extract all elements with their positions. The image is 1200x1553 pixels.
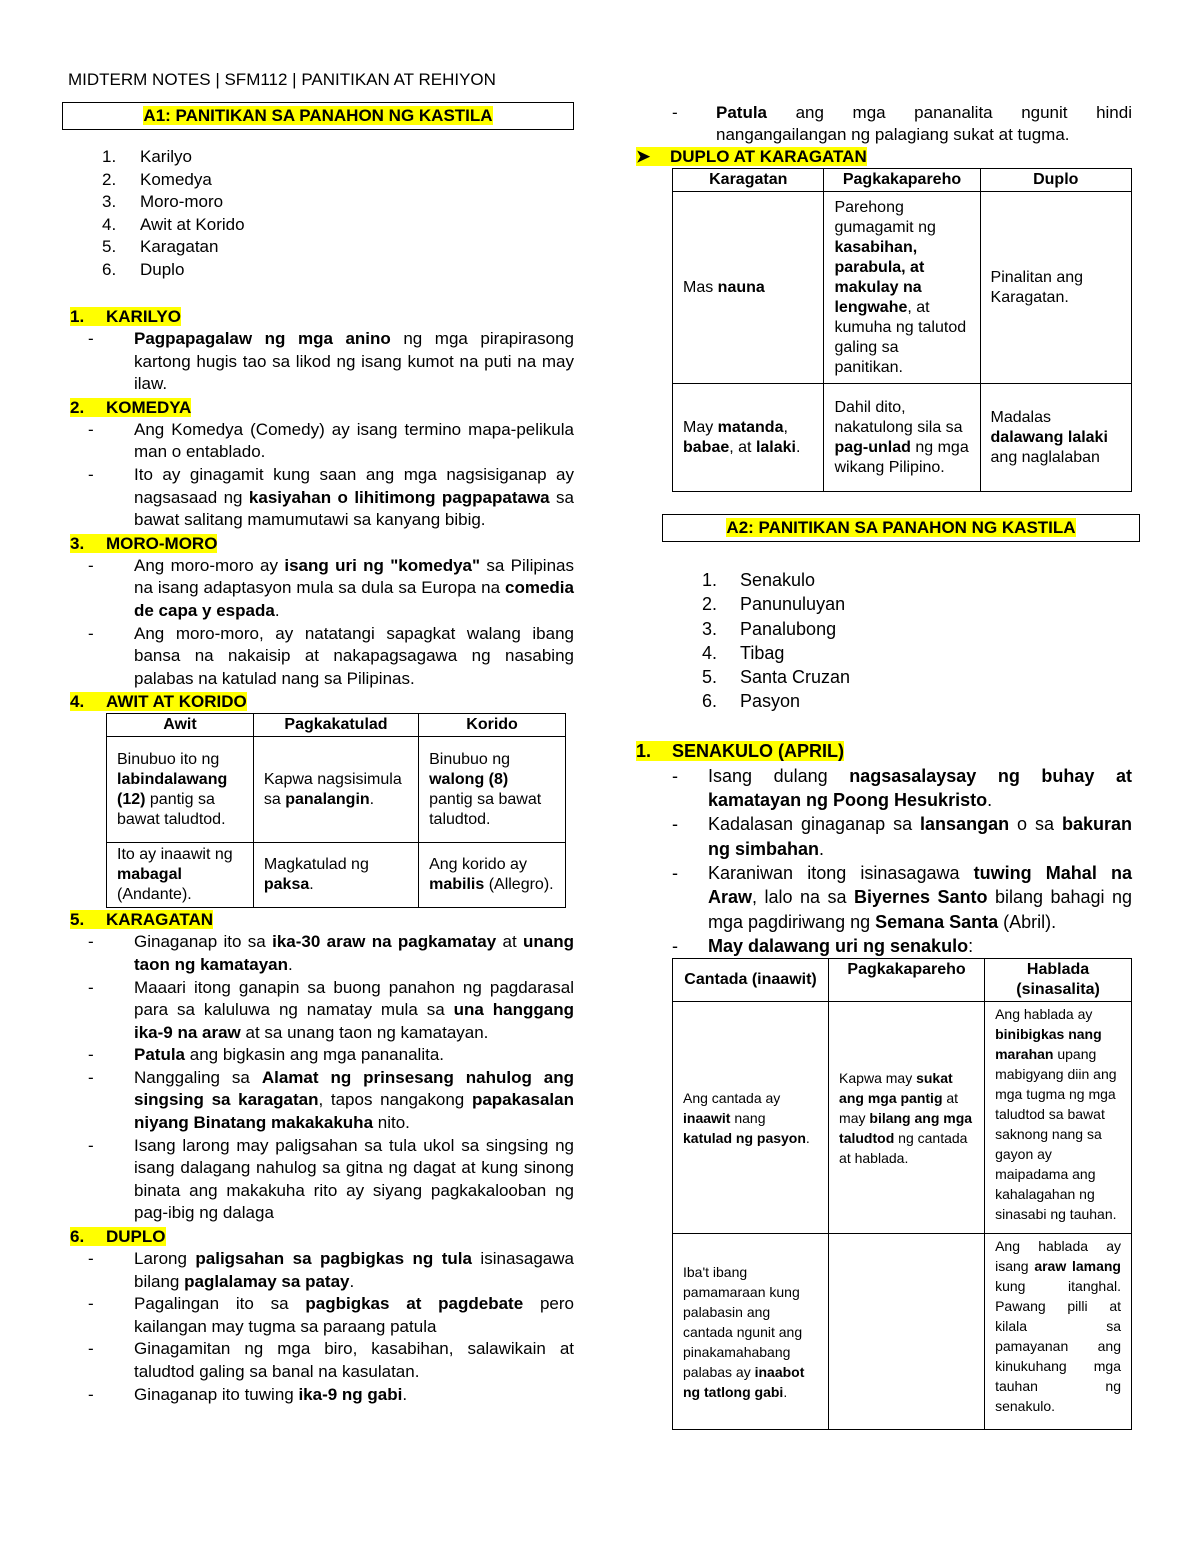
bullet: - Ito ay ginagamit kung saan ang mga nagsisiganap ay nagsasaad ng kasiyahan o lihitimong pagpapatawa sa bawat salitang mamumutawi sa kanyang bibig.	[88, 464, 574, 530]
section-heading-awit: 4. AWIT AT KORIDO	[70, 692, 247, 712]
list-item: 6. Duplo	[102, 259, 185, 279]
list-item: 1. Senakulo	[702, 570, 816, 590]
table-cell: Ang hablada ay isang araw lamang kung itanghal. Pawang pilli at kilala sa pamayanan ang kinukuhang mga tauhan ng senakulo.	[985, 1234, 1132, 1430]
senakulo-table	[672, 958, 1132, 1430]
section-heading-karagatan: 5. KARAGATAN	[70, 910, 214, 930]
table-header: Awit	[107, 714, 254, 737]
bullet: - May dalawang uri ng senakulo:	[672, 935, 974, 956]
table-cell	[829, 1234, 985, 1430]
bullet: - Larong paligsahan sa pagbigkas ng tula isinasagawa bilang paglalamay sa patay.	[88, 1249, 574, 1291]
table-header: Hablada (sinasalita)	[985, 959, 1132, 1002]
table-cell: Ang korido ay mabilis (Allegro).	[419, 843, 566, 908]
bullet: - Pagalingan ito sa pagbigkas at pagdebate pero kailangan may tugma sa paraang patula	[88, 1294, 575, 1336]
section-heading-komedya: 2. KOMEDYA	[70, 397, 192, 417]
left-column	[62, 102, 574, 1406]
bullet: - Karaniwan itong isinasagawa tuwing Mahal na Araw, lalo na sa Biyernes Santo bilang bahagi ng mga pagdiriwang ng Semana Santa (Abril).	[672, 862, 1132, 932]
bullet: - Patula ang bigkasin ang mga pananalita.	[88, 1045, 444, 1065]
bullet: - Ang moro-moro, ay natatangi sapagkat walang ibang bansa na nakaisip at nakapagsagawa ng nasabing palabas na katulad nang sa Pilipinas.	[88, 623, 574, 688]
table-header: Duplo	[980, 169, 1131, 192]
page-header: MIDTERM NOTES | SFM112 | PANITIKAN AT REHIYON	[68, 70, 496, 89]
a2-title-box	[662, 514, 1140, 542]
list-item: 4. Awit at Korido	[102, 214, 245, 234]
list-item: 2. Panunuluyan	[702, 594, 846, 615]
list-item: 5. Karagatan	[102, 237, 219, 256]
list-item: 2. Komedya	[102, 169, 212, 189]
table-cell: Ang hablada ay binibigkas nang marahan upang mabigyang diin ang mga tugma ng mga taludtod sa bawat saknong nang sa gayon ay maipadama ang kahalagahan ng sinasabi ng tauhan.	[985, 1002, 1132, 1234]
bullet: - Isang dulang nagsasalaysay ng buhay at kamatayan ng Poong Hesukristo.	[672, 765, 1133, 811]
a1-title: A1: PANITIKAN SA PANAHON NG KASTILA	[143, 106, 493, 125]
bullet: - Ginaganap ito sa ika-30 araw na pagkamatay at unang taon ng kamatayan.	[88, 932, 574, 974]
list-item: 5. Santa Cruzan	[702, 667, 851, 688]
arrow-icon: ➤	[636, 147, 651, 166]
a1-title-box	[62, 102, 574, 130]
table-header: Korido	[419, 714, 566, 737]
bullet: - Ang moro-moro ay isang uri ng "komedya" sa Pilipinas na isang adaptasyon mula sa dula sa Europa na comedia de capa y espada.	[88, 555, 574, 620]
list-item: 6. Pasyon	[702, 691, 801, 712]
bullet: - Ginagamitan ng mga biro, kasabihan, salawikain at taludtod galing sa banal na kasulatan.	[88, 1339, 574, 1381]
a2-title: A2: PANITIKAN SA PANAHON NG KASTILA	[726, 518, 1076, 537]
table-cell: May matanda, babae, at lalaki.	[673, 384, 824, 492]
bullet: - Kadalasan ginaganap sa lansangan o sa bakuran ng simbahan.	[672, 814, 1133, 859]
table-header: Cantada (inaawit)	[673, 959, 829, 1002]
bullet: - Ang Komedya (Comedy) ay isang termino mapa-pelikula man o entablado.	[88, 419, 574, 462]
table-cell: Kapwa may sukat ang mga pantig at may bilang ang mga taludtod ng cantada at hablada.	[829, 1002, 985, 1234]
bullet: - Nanggaling sa Alamat ng prinsesang nahulog ang singsing sa karagatan, tapos nangakong papakasalan niyang Binatang makakakuha nito.	[88, 1067, 574, 1133]
section-heading-senakulo: 1. SENAKULO (APRIL)	[636, 740, 844, 761]
duplo-karagatan-heading: ➤ DUPLO AT KARAGATAN	[636, 147, 867, 166]
a2-list	[662, 568, 1132, 714]
bullet: - Ginaganap ito tuwing ika-9 ng gabi.	[88, 1384, 408, 1404]
list-item: 1. Karilyo	[102, 147, 192, 166]
table-cell: Iba't ibang pamamaraan kung palabasin ang cantada ngunit ang pinakamahabang palabas ay inaabot ng tatlong gabi.	[673, 1234, 829, 1430]
right-column	[636, 102, 1133, 1430]
bullet: - Maaari itong ganapin sa buong panahon ng pagdarasal para sa kaluluwa ng namatay mula sa una hanggang ika-9 na araw at sa unang taon ng kamatayan.	[88, 977, 574, 1042]
table-cell: Magkatulad ng paksa.	[253, 843, 418, 908]
table-cell: Parehong gumagamit ng kasabihan, parabula, at makulay na lengwahe, at kumuha ng talutod galing sa panitikan.	[824, 192, 980, 384]
table-cell: Ang cantada ay inaawit nang katulad ng pasyon.	[673, 1002, 829, 1234]
table-cell: Binubuo ito ng labindalawang (12) pantig sa bawat taludtod.	[107, 737, 254, 843]
table-cell: Binubuo ng walong (8) pantig sa bawat taludtod.	[419, 737, 566, 843]
table-cell: Kapwa nagsisimula sa panalangin.	[253, 737, 418, 843]
section-heading-karilyo: 1. KARILYO	[70, 307, 181, 326]
table-cell: Ito ay inaawit ng mabagal (Andante).	[107, 843, 254, 908]
duplo-karagatan-table	[672, 168, 1132, 492]
a1-list	[62, 146, 574, 281]
section-heading-moromoro: 3. MORO-MORO	[70, 533, 218, 553]
bullet: - Patula ang mga pananalita ngunit hindi nangangailangan ng palagiang sukat at tugma.	[672, 103, 1132, 144]
bullet: - Pagpapagalaw ng mga anino ng mga pirapirasong kartong hugis tao sa likod ng isang kumot na puti na may ilaw.	[88, 329, 574, 394]
list-item: 4. Tibag	[702, 642, 785, 663]
table-cell: Pinalitan ang Karagatan.	[980, 192, 1131, 384]
section-heading-duplo: 6. DUPLO	[70, 1227, 166, 1247]
list-item: 3. Moro-moro	[102, 192, 224, 211]
table-cell: Dahil dito, nakatulong sila sa pag-unlad ng mga wikang Pilipino.	[824, 384, 980, 492]
table-header: Karagatan	[673, 169, 824, 192]
table-header: Pagkakapareho	[829, 959, 985, 1002]
awit-korido-table	[106, 713, 566, 908]
table-cell: Madalas dalawang lalaki ang naglalaban	[980, 384, 1131, 492]
bullet: - Isang larong may paligsahan sa tula ukol sa singsing ng isang dalagang nahulog sa gitna ng dagat at kung sinong binata ang makakuha rito ay siyang pagkakalooban ng pag-ibig ng dalaga	[88, 1135, 574, 1223]
table-header: Pagkakapareho	[824, 169, 980, 192]
table-header: Pagkakatulad	[253, 714, 418, 737]
table-cell: Mas nauna	[673, 192, 824, 384]
list-item: 3. Panalubong	[702, 618, 837, 639]
